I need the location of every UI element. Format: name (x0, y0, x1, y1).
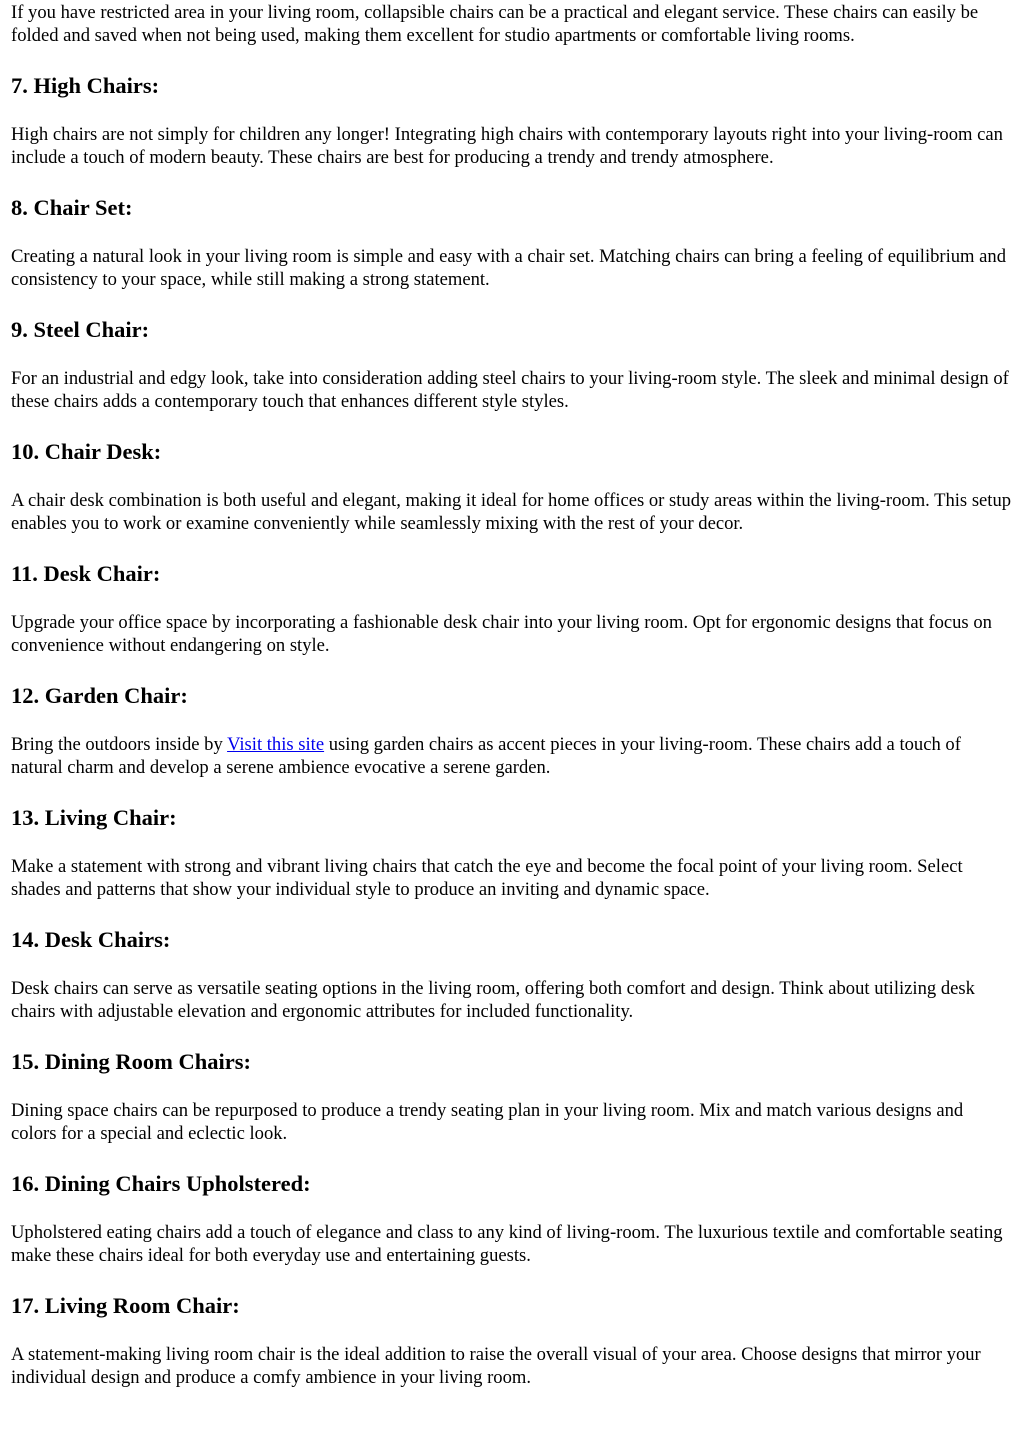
heading-dining-chairs-upholstered: 16. Dining Chairs Upholstered: (11, 1171, 311, 1196)
heading-living-chair: 13. Living Chair: (11, 805, 177, 830)
paragraph-dining-chairs-upholstered: Upholstered eating chairs add a touch of elegance and class to any kind of living-room. The luxurious textile and comfortable seating make these chairs ideal for both everyday use and entertaining guests. (11, 1222, 1003, 1266)
paragraph-chair-desk: A chair desk combination is both useful and elegant, making it ideal for home offices or study areas within the living-room. This setup enables you to work or examine conveniently while seamlessly mixing with the rest of your decor. (11, 490, 1012, 534)
heading-desk-chair: 11. Desk Chair: (11, 561, 161, 586)
heading-living-room-chair: 17. Living Room Chair: (11, 1293, 240, 1318)
heading-high-chairs: 7. High Chairs: (11, 73, 160, 98)
paragraph-living-room-chair: A statement-making living room chair is the ideal addition to raise the overall visual of your area. Choose designs that mirror your individual design and produce a comfy ambience in your living room. (11, 1344, 981, 1388)
paragraph-dining-room-chairs: Dining space chairs can be repurposed to produce a trendy seating plan in your living room. Mix and match various designs and colors for a special and eclectic look. (11, 1100, 964, 1144)
intro-paragraph: If you have restricted area in your living room, collapsible chairs can be a practical and elegant service. These chairs can easily be folded and saved when not being used, making them excellent for studio apartments or comfortable living rooms. (11, 2, 979, 46)
paragraph-steel-chair: For an industrial and edgy look, take into consideration adding steel chairs to your living-room style. The sleek and minimal design of these chairs adds a contemporary touch that enhances different style styles. (11, 368, 1009, 412)
paragraph-high-chairs: High chairs are not simply for children any longer! Integrating high chairs with contemporary layouts right into your living-room can include a touch of modern beauty. These chairs are best for producing a trendy and trendy atmosphere. (11, 124, 1003, 168)
heading-chair-desk: 10. Chair Desk: (11, 439, 162, 464)
heading-desk-chairs: 14. Desk Chairs: (11, 927, 171, 952)
paragraph-living-chair: Make a statement with strong and vibrant living chairs that catch the eye and become the focal point of your living room. Select shades and patterns that show your individual style to produce an inviting and dynamic space. (11, 856, 963, 900)
heading-garden-chair: 12. Garden Chair: (11, 683, 188, 708)
paragraph-desk-chair: Upgrade your office space by incorporating a fashionable desk chair into your living room. Opt for ergonomic designs that focus on convenience without endangering on style. (11, 612, 992, 656)
visit-site-link[interactable]: Visit this site (227, 734, 325, 755)
paragraph-desk-chairs: Desk chairs can serve as versatile seating options in the living room, offering both comfort and design. Think about utilizing desk chairs with adjustable elevation and ergonomic attributes for included functionality. (11, 978, 975, 1022)
heading-chair-set: 8. Chair Set: (11, 195, 133, 220)
garden-text-before-link: Bring the outdoors inside by (11, 734, 228, 755)
heading-steel-chair: 9. Steel Chair: (11, 317, 150, 342)
heading-dining-room-chairs: 15. Dining Room Chairs: (11, 1049, 252, 1074)
garden-text-after-link: using garden chairs as accent pieces in your living-room. These chairs add a touch of natural charm and develop a serene ambience evocative a serene garden. (11, 734, 961, 778)
paragraph-chair-set: Creating a natural look in your living room is simple and easy with a chair set. Matching chairs can bring a feeling of equilibrium and consistency to your space, while still making a strong statement. (11, 246, 1007, 290)
paragraph-garden-chair (11, 733, 1013, 779)
